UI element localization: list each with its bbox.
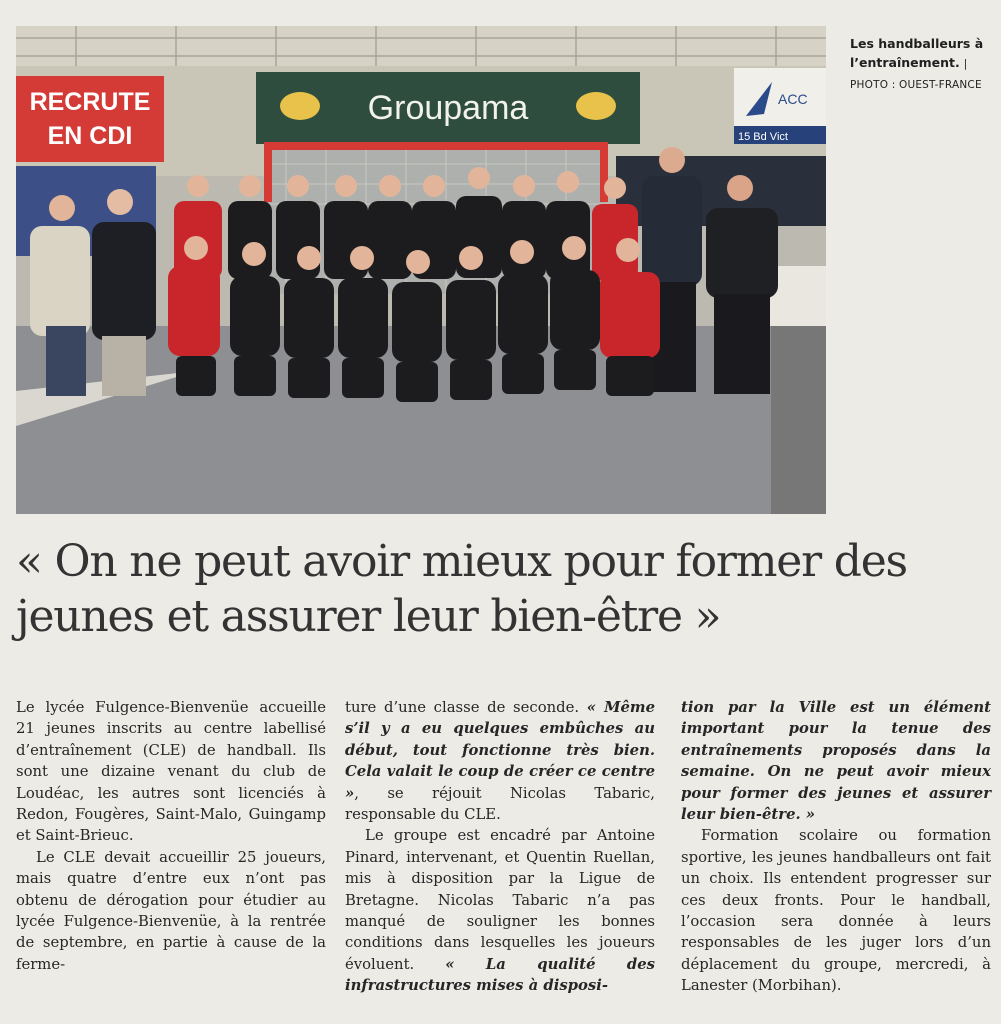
quote-tabaric: « Même s’il y a eu quelques embûches au début, tout fonctionne très bien. Cela valait le coup de créer ce centre »	[345, 699, 655, 802]
article-column-2	[345, 697, 655, 997]
paragraph-cle: Le CLE devait accueillir 25 joueurs, mais quatre d’entre eux n’ont pas obtenu de dérogation pour étudier au lycée Fulgence-Bienvenüe, à la rentrée de septembre, en partie à cause de la ferme-	[16, 848, 326, 973]
paragraph-quote-continued	[681, 697, 991, 825]
article-column-3	[681, 697, 991, 997]
paragraph-quote-tabaric	[345, 697, 655, 825]
team-photo	[16, 26, 826, 514]
banner-right-line1: ACC	[778, 91, 808, 107]
attribution-tabaric: , se réjouit Nicolas Tabaric, responsable du CLE.	[345, 784, 655, 824]
photo-credit: | PHOTO : OUEST-FRANCE	[850, 58, 982, 91]
right-sponsor-banner	[734, 68, 826, 144]
recruitment-banner	[16, 76, 164, 162]
photo-caption	[850, 34, 990, 95]
article-headline: « On ne peut avoir mieux pour former des jeunes et assurer leur bien-être »	[16, 536, 907, 642]
banner-right-line2: 15 Bd Vict	[738, 131, 788, 143]
paragraph-intro: Le lycée Fulgence-Bienvenüe accueille 21 jeunes inscrits au centre labellisé d’entraînement (CLE) de handball. Ils sont une dizaine venant du club de Loudéac, les autres sont licenciés à Redon, Fougères, Saint-Malo, Guingamp et Saint-Brieuc.	[16, 699, 326, 845]
banner-left-line1: RECRUTE	[29, 88, 151, 116]
quote-infrastructure-continued: tion par la Ville est un élément important pour la tenue des entraînements proposés dans la semaine. On ne peut avoir mieux pour former des jeunes et assurer leur bien-être. »	[681, 699, 991, 824]
team-photo-illustration	[16, 26, 826, 514]
paragraph-cle-continued: ture d’une classe de seconde.	[345, 699, 587, 716]
banner-left-line2: EN CDI	[47, 122, 133, 150]
banner-center: Groupama	[367, 89, 529, 127]
paragraph-formation: Formation scolaire ou formation sportive, les jeunes handballeurs ont fait un choix. Ils entendent progresser sur ces deux fronts. Pour le handball, l’occasion sera donnée à leurs responsables de les juger lors d’un déplacement du groupe, mercredi, à Lanester (Morbihan).	[681, 827, 991, 995]
paragraph-staff	[345, 825, 655, 996]
article-column-1	[16, 697, 326, 975]
caption-text: Les handballeurs à l’entraînement.	[850, 36, 984, 70]
groupama-banner	[256, 72, 640, 144]
quote-infrastructure: « La qualité des infrastructures mises à disposi-	[345, 955, 655, 995]
staff-text: Le groupe est encadré par Antoine Pinard, intervenant, et Quentin Ruellan, mis à disposition par la Ligue de Bretagne. Nicolas Tabaric n’a pas manqué de souligner les bonnes conditions dans lesquelles les joueurs évoluent.	[345, 827, 655, 973]
